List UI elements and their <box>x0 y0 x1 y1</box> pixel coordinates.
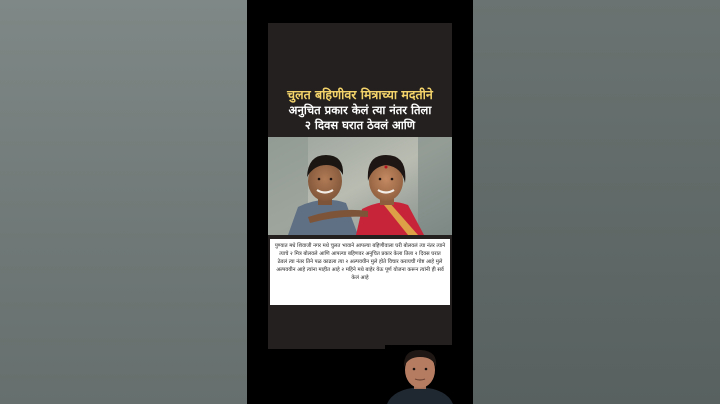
blurred-background-right <box>473 0 720 404</box>
presenter-avatar <box>385 345 455 404</box>
caption-box <box>270 239 450 305</box>
headline-line-3: २ दिवस घरात ठेवलं आणि <box>304 118 416 132</box>
headline-line-1: चुलत बहिणीवर मित्राच्या मदतीने <box>287 87 433 102</box>
news-photo <box>268 137 452 235</box>
headline-line-2: अनुचित प्रकार केलं त्या नंतर तिला <box>288 103 432 117</box>
video-frame[interactable] <box>247 0 473 404</box>
news-card <box>268 23 452 349</box>
blurred-background-left <box>0 0 247 404</box>
caption-text: पुण्यात मधे शिवाजी नगर मधे चुलत भावाने आपल्या बहिणीवाला घरी बोलवलं त्या नंतर त्याने त्याचे २ मित्र बोलवले आणि आपल्या बहिणवर अनुचित प्रकार केला तिला २ दिवस घरात ठेवलं त्या नंतर तिने पळ काढला त्या २ अल्पवयीन मुले होते विचार करायची गोष्ट आहे मुले अल्पवयीन आहे त्यांना माहीत आहे २ महिने मधे बाहेर येऊ पूर्ण योजना करून त्यांनी ही सर्व केलं आहे <box>274 243 446 281</box>
headline <box>268 87 452 133</box>
